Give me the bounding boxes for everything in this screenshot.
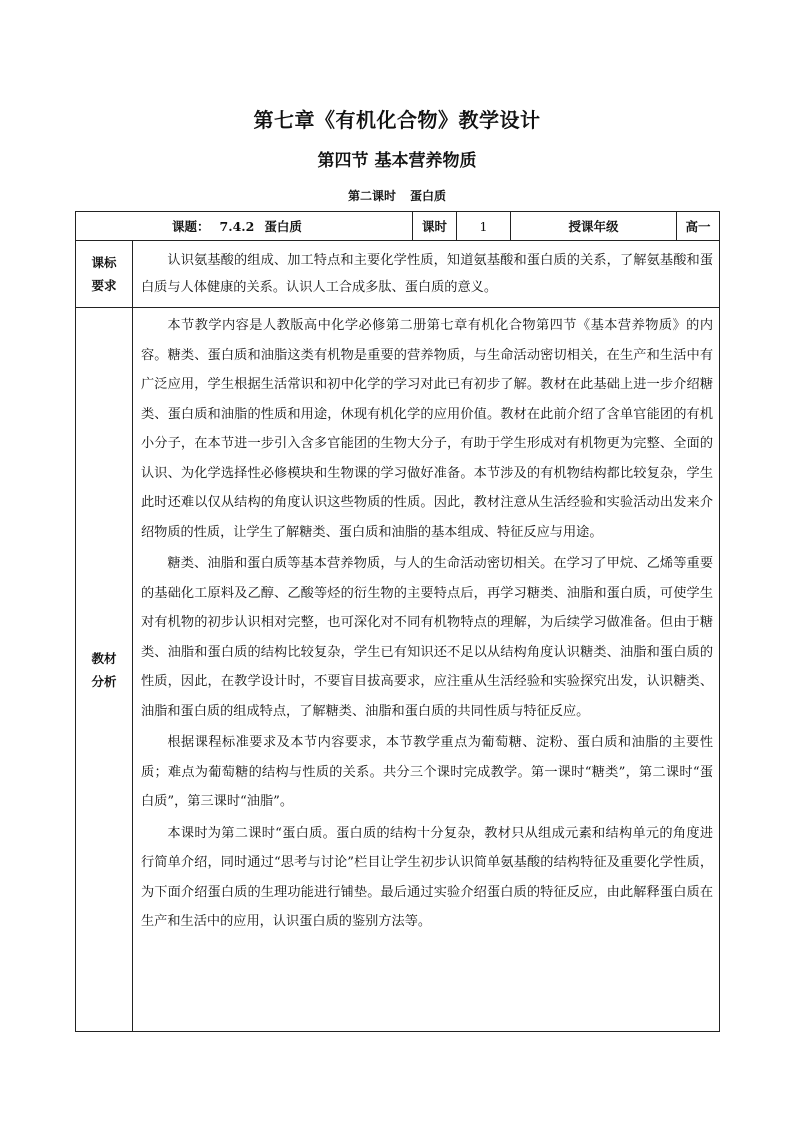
course-title-cell	[76, 212, 413, 241]
hours-label: 课时	[413, 212, 457, 241]
requirements-content	[133, 241, 720, 308]
hours-value: 1	[457, 212, 511, 241]
document-title: 第七章《有机化合物》教学设计	[253, 108, 541, 132]
analysis-paragraph: 本节教学内容是人教版高中化学必修第二册第七章有机化合物第四节《基本营养物质》的内容。糖类、蛋白质和油脂这类有机物是重要的营养物质，与生命活动密切相关，在生产和生活中有广泛应用，学生根据生活常识和初中化学的学习对此已有初步了解。教材在此基础上进一步介绍糖类、蛋白质和油脂的性质和用途，休现有机化学的应用价值。教材在此前介绍了含单官能团的有机小分子，在本节进一步引入含多官能团的生物大分子，有助于学生形成对有机物更为完整、全面的认识、为化学选择性必修模块和生物课的学习做好准备。本节涉及的有机物结构都比较复杂，学生此时还难以仅从结构的角度认识这些物质的性质。因此，教材注意从生活经验和实验活动出发来介绍物质的性质，让学生了解糖类、蛋白质和油脂的基本组成、特征反应与用途。	[141, 318, 714, 540]
analysis-paragraph: 糖类、油脂和蛋白质等基本营养物质，与人的生命活动密切相关。在学习了甲烷、乙烯等重要的基础化工原料及乙醇、乙酸等烃的衍生物的主要特点后，再学习糖类、油脂和蛋白质，可使学生对有机物的初步认识相对完整，也可深化对不同有机物特点的理解，为后续学习做准备。但由于糖类、油脂和蛋白质的结构比较复杂，学生已有知识还不足以从结构角度认识糖类、油脂和蛋白质的性质，因此，在教学设计时，不要盲目拔高要求，应注重从生活经验和实验探究出发，认识糖类、油脂和蛋白质的组成特点，了解糖类、油脂和蛋白质的共同性质与特征反应。	[141, 556, 714, 719]
section-title: 第四节 基本营养物质	[317, 151, 477, 171]
lesson-topic: 蛋白质	[410, 189, 447, 203]
lesson-title	[0, 187, 794, 204]
lesson-plan-table	[75, 211, 720, 1032]
analysis-paragraph: 根据课程标准要求及本节内容要求，本节教学重点为葡萄糖、淀粉、蛋白质和油脂的主要性质；难点为葡萄糖的结构与性质的关系。共分三个课时完成教学。第一课时“糖类”，第二课时“蛋白质”，第三课时“油脂”。	[141, 735, 714, 809]
requirements-label-line1: 课标	[91, 255, 117, 270]
analysis-content	[133, 308, 720, 1032]
requirements-label	[76, 241, 133, 308]
grade-value: 高一	[677, 212, 720, 241]
analysis-label	[76, 308, 133, 1032]
requirements-label-line2: 要求	[91, 278, 117, 293]
table-header-row	[76, 212, 720, 241]
analysis-label-line1: 教材	[91, 650, 117, 666]
analysis-label-line2: 分析	[91, 673, 117, 689]
requirements-text: 认识氨基酸的组成、加工特点和主要化学性质，知道氨基酸和蛋白质的关系，了解氨基酸和蛋白质与人体健康的关系。认识人工合成多肽、蛋白质的意义。	[141, 253, 714, 295]
course-code: 7.4.2	[219, 219, 255, 234]
analysis-paragraph: 本课时为第二课时“蛋白质。蛋白质的结构十分复杂，教材只从组成元素和结构单元的角度进行简单介绍，同时通过“思考与讨论”栏目让学生初步认识简单氨基酸的结构特征及重要化学性质，为下面介绍蛋白质的生理功能进行铺垫。最后通过实验介绍蛋白质的特征反应，由此解释蛋白质在生产和生活中的应用，认识蛋白质的鉴别方法等。	[141, 825, 714, 929]
requirements-row	[76, 241, 720, 308]
analysis-row	[76, 308, 720, 1032]
course-label: 课题：	[172, 219, 210, 234]
lesson-period: 第二课时	[347, 189, 396, 203]
course-name: 蛋白质	[264, 219, 302, 234]
grade-label: 授课年级	[511, 212, 677, 241]
